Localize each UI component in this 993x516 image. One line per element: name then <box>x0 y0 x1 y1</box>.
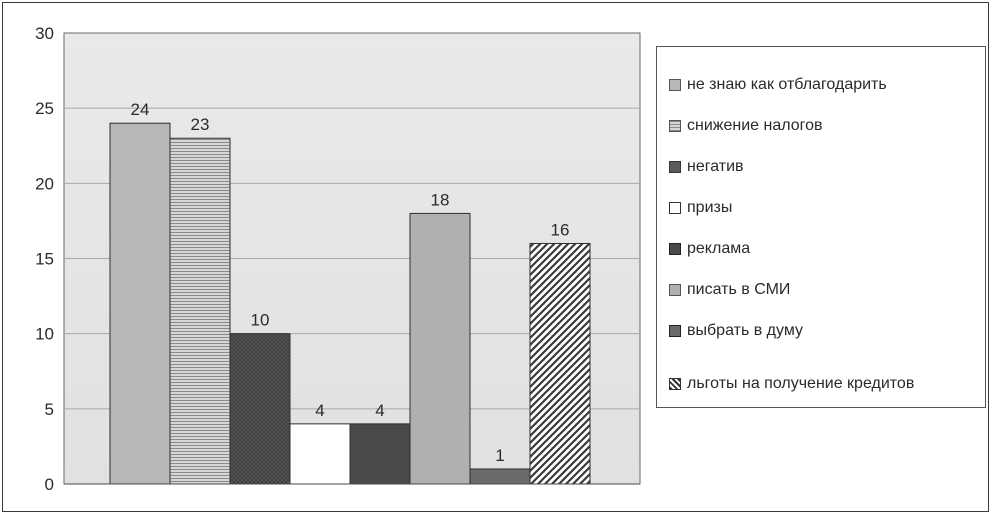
data-label-8: 16 <box>550 220 570 240</box>
data-label-4: 4 <box>315 400 325 420</box>
bar-4 <box>290 424 350 484</box>
legend-swatch <box>669 378 681 390</box>
legend-label: писать в СМИ <box>687 281 791 298</box>
legend-item-8 <box>669 374 914 394</box>
data-label-3: 10 <box>250 310 270 330</box>
bar-7 <box>470 469 530 484</box>
legend-swatch <box>669 202 681 214</box>
legend-swatch <box>669 325 681 337</box>
legend-item-6 <box>669 280 790 300</box>
y-tick-label: 25 <box>35 99 54 119</box>
legend-swatch <box>669 79 681 91</box>
legend-label: призы <box>687 199 733 216</box>
legend-swatch <box>669 284 681 296</box>
legend-item-3 <box>669 157 744 177</box>
y-tick-label: 0 <box>44 475 54 494</box>
y-tick-label: 20 <box>35 174 54 194</box>
y-tick-label: 5 <box>44 399 54 419</box>
bar-1 <box>110 123 170 484</box>
data-label-5: 4 <box>375 400 385 420</box>
legend-item-4 <box>669 198 732 218</box>
bar-8 <box>530 243 590 484</box>
chart-legend <box>656 46 986 408</box>
bar-2 <box>170 138 230 484</box>
data-label-2: 23 <box>190 115 210 135</box>
legend-swatch <box>669 243 681 255</box>
data-label-7: 1 <box>495 445 505 465</box>
data-label-6: 18 <box>430 190 450 210</box>
y-tick-label: 10 <box>35 324 54 344</box>
legend-label: снижение налогов <box>687 117 823 134</box>
legend-swatch <box>669 120 681 132</box>
bar-3 <box>230 334 290 484</box>
legend-label: льготы на получение кредитов <box>687 375 915 392</box>
y-tick-label: 15 <box>35 249 54 269</box>
legend-item-5 <box>669 239 750 259</box>
bar-5 <box>350 424 410 484</box>
legend-label: негатив <box>687 158 744 175</box>
legend-item-2 <box>669 116 823 136</box>
bar-6 <box>410 213 470 484</box>
legend-label: реклама <box>687 240 751 257</box>
legend-item-1 <box>669 75 887 95</box>
legend-label: не знаю как отблагодарить <box>687 76 887 93</box>
legend-swatch <box>669 161 681 173</box>
legend-label: выбрать в думу <box>687 322 803 339</box>
legend-item-7 <box>669 321 803 341</box>
data-label-1: 24 <box>130 100 150 120</box>
y-tick-label: 30 <box>35 24 54 43</box>
